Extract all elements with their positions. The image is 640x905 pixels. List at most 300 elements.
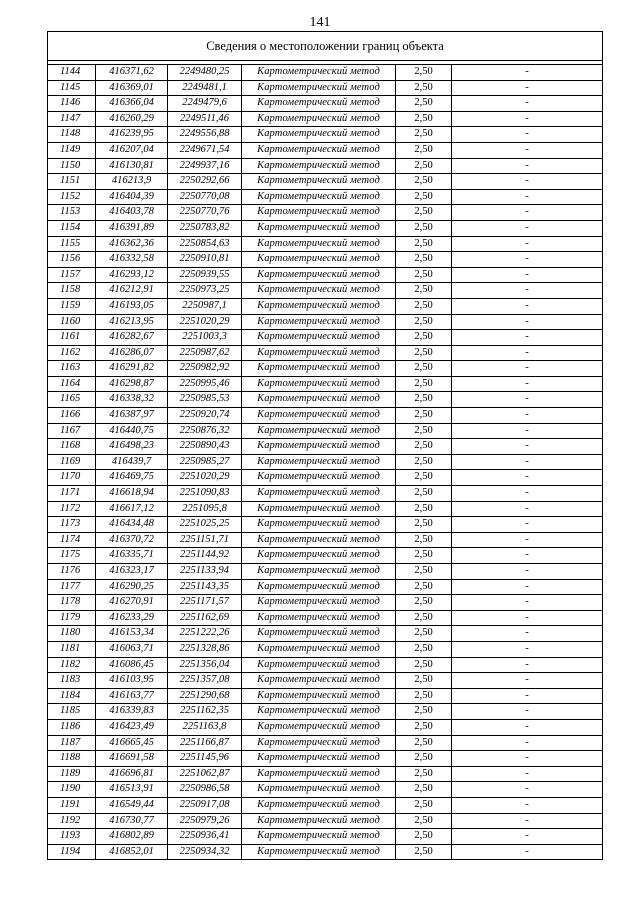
note-cell: - xyxy=(452,392,603,408)
accuracy-cell: 2,50 xyxy=(396,314,452,330)
point-number-cell: 1145 xyxy=(48,80,96,96)
point-number-cell: 1187 xyxy=(48,735,96,751)
y-coordinate-cell: 2250982,92 xyxy=(168,361,242,377)
accuracy-cell: 2,50 xyxy=(396,844,452,860)
note-cell: - xyxy=(452,782,603,798)
table-row xyxy=(48,641,603,657)
point-number-cell: 1163 xyxy=(48,361,96,377)
accuracy-cell: 2,50 xyxy=(396,688,452,704)
accuracy-cell: 2,50 xyxy=(396,142,452,158)
x-coordinate-cell: 416371,62 xyxy=(96,65,168,81)
note-cell: - xyxy=(452,470,603,486)
method-cell: Картометрический метод xyxy=(242,657,396,673)
accuracy-cell: 2,50 xyxy=(396,111,452,127)
x-coordinate-cell: 416286,07 xyxy=(96,345,168,361)
method-cell: Картометрический метод xyxy=(242,330,396,346)
table-row xyxy=(48,376,603,392)
y-coordinate-cell: 2251090,83 xyxy=(168,486,242,502)
y-coordinate-cell: 2251062,87 xyxy=(168,766,242,782)
y-coordinate-cell: 2249511,46 xyxy=(168,111,242,127)
point-number-cell: 1160 xyxy=(48,314,96,330)
y-coordinate-cell: 2250292,66 xyxy=(168,174,242,190)
method-cell: Картометрический метод xyxy=(242,252,396,268)
table-row xyxy=(48,267,603,283)
method-cell: Картометрический метод xyxy=(242,517,396,533)
method-cell: Картометрический метод xyxy=(242,673,396,689)
y-coordinate-cell: 2251290,68 xyxy=(168,688,242,704)
point-number-cell: 1144 xyxy=(48,65,96,81)
note-cell: - xyxy=(452,65,603,81)
table-row xyxy=(48,548,603,564)
accuracy-cell: 2,50 xyxy=(396,626,452,642)
x-coordinate-cell: 416130,81 xyxy=(96,158,168,174)
accuracy-cell: 2,50 xyxy=(396,283,452,299)
method-cell: Картометрический метод xyxy=(242,142,396,158)
accuracy-cell: 2,50 xyxy=(396,96,452,112)
y-coordinate-cell: 2251162,35 xyxy=(168,704,242,720)
x-coordinate-cell: 416282,67 xyxy=(96,330,168,346)
accuracy-cell: 2,50 xyxy=(396,158,452,174)
point-number-cell: 1156 xyxy=(48,252,96,268)
x-coordinate-cell: 416403,78 xyxy=(96,205,168,221)
y-coordinate-cell: 2249556,88 xyxy=(168,127,242,143)
accuracy-cell: 2,50 xyxy=(396,361,452,377)
note-cell: - xyxy=(452,595,603,611)
table-row xyxy=(48,65,603,81)
x-coordinate-cell: 416469,75 xyxy=(96,470,168,486)
note-cell: - xyxy=(452,158,603,174)
point-number-cell: 1164 xyxy=(48,376,96,392)
table-row xyxy=(48,174,603,190)
accuracy-cell: 2,50 xyxy=(396,532,452,548)
x-coordinate-cell: 416665,45 xyxy=(96,735,168,751)
y-coordinate-cell: 2250917,08 xyxy=(168,797,242,813)
point-number-cell: 1152 xyxy=(48,189,96,205)
point-number-cell: 1180 xyxy=(48,626,96,642)
x-coordinate-cell: 416233,29 xyxy=(96,610,168,626)
table-row xyxy=(48,189,603,205)
x-coordinate-cell: 416362,36 xyxy=(96,236,168,252)
note-cell: - xyxy=(452,766,603,782)
x-coordinate-cell: 416207,04 xyxy=(96,142,168,158)
x-coordinate-cell: 416498,23 xyxy=(96,439,168,455)
x-coordinate-cell: 416291,82 xyxy=(96,361,168,377)
accuracy-cell: 2,50 xyxy=(396,376,452,392)
y-coordinate-cell: 2249479,6 xyxy=(168,96,242,112)
point-number-cell: 1168 xyxy=(48,439,96,455)
table-row xyxy=(48,439,603,455)
table-row xyxy=(48,205,603,221)
point-number-cell: 1149 xyxy=(48,142,96,158)
method-cell: Картометрический метод xyxy=(242,704,396,720)
x-coordinate-cell: 416730,77 xyxy=(96,813,168,829)
accuracy-cell: 2,50 xyxy=(396,127,452,143)
note-cell: - xyxy=(452,844,603,860)
method-cell: Картометрический метод xyxy=(242,189,396,205)
method-cell: Картометрический метод xyxy=(242,283,396,299)
x-coordinate-cell: 416696,81 xyxy=(96,766,168,782)
accuracy-cell: 2,50 xyxy=(396,548,452,564)
x-coordinate-cell: 416193,05 xyxy=(96,298,168,314)
point-number-cell: 1178 xyxy=(48,595,96,611)
accuracy-cell: 2,50 xyxy=(396,564,452,580)
note-cell: - xyxy=(452,532,603,548)
method-cell: Картометрический метод xyxy=(242,782,396,798)
point-number-cell: 1171 xyxy=(48,486,96,502)
note-cell: - xyxy=(452,361,603,377)
point-number-cell: 1185 xyxy=(48,704,96,720)
x-coordinate-cell: 416366,04 xyxy=(96,96,168,112)
point-number-cell: 1179 xyxy=(48,610,96,626)
accuracy-cell: 2,50 xyxy=(396,782,452,798)
y-coordinate-cell: 2250995,46 xyxy=(168,376,242,392)
accuracy-cell: 2,50 xyxy=(396,423,452,439)
note-cell: - xyxy=(452,189,603,205)
point-number-cell: 1155 xyxy=(48,236,96,252)
table-row xyxy=(48,626,603,642)
x-coordinate-cell: 416298,87 xyxy=(96,376,168,392)
x-coordinate-cell: 416290,25 xyxy=(96,579,168,595)
method-cell: Картометрический метод xyxy=(242,719,396,735)
method-cell: Картометрический метод xyxy=(242,361,396,377)
table-row xyxy=(48,751,603,767)
boundary-coordinates-table xyxy=(47,31,603,860)
note-cell: - xyxy=(452,517,603,533)
point-number-cell: 1182 xyxy=(48,657,96,673)
y-coordinate-cell: 2250783,82 xyxy=(168,220,242,236)
point-number-cell: 1170 xyxy=(48,470,96,486)
method-cell: Картометрический метод xyxy=(242,65,396,81)
method-cell: Картометрический метод xyxy=(242,408,396,424)
x-coordinate-cell: 416513,91 xyxy=(96,782,168,798)
table-row xyxy=(48,423,603,439)
table-row xyxy=(48,283,603,299)
table-row xyxy=(48,782,603,798)
table-row xyxy=(48,532,603,548)
method-cell: Картометрический метод xyxy=(242,610,396,626)
x-coordinate-cell: 416387,97 xyxy=(96,408,168,424)
y-coordinate-cell: 2250934,32 xyxy=(168,844,242,860)
table-row xyxy=(48,408,603,424)
note-cell: - xyxy=(452,548,603,564)
x-coordinate-cell: 416391,89 xyxy=(96,220,168,236)
note-cell: - xyxy=(452,345,603,361)
x-coordinate-cell: 416260,29 xyxy=(96,111,168,127)
accuracy-cell: 2,50 xyxy=(396,751,452,767)
x-coordinate-cell: 416239,95 xyxy=(96,127,168,143)
point-number-cell: 1183 xyxy=(48,673,96,689)
accuracy-cell: 2,50 xyxy=(396,517,452,533)
x-coordinate-cell: 416434,48 xyxy=(96,517,168,533)
y-coordinate-cell: 2250979,26 xyxy=(168,813,242,829)
method-cell: Картометрический метод xyxy=(242,470,396,486)
x-coordinate-cell: 416323,17 xyxy=(96,564,168,580)
note-cell: - xyxy=(452,657,603,673)
accuracy-cell: 2,50 xyxy=(396,673,452,689)
table-row xyxy=(48,579,603,595)
note-cell: - xyxy=(452,205,603,221)
method-cell: Картометрический метод xyxy=(242,298,396,314)
y-coordinate-cell: 2251145,96 xyxy=(168,751,242,767)
table-title: Сведения о местоположении границ объекта xyxy=(48,32,603,61)
method-cell: Картометрический метод xyxy=(242,220,396,236)
accuracy-cell: 2,50 xyxy=(396,579,452,595)
y-coordinate-cell: 2249481,1 xyxy=(168,80,242,96)
point-number-cell: 1173 xyxy=(48,517,96,533)
method-cell: Картометрический метод xyxy=(242,267,396,283)
point-number-cell: 1159 xyxy=(48,298,96,314)
note-cell: - xyxy=(452,735,603,751)
method-cell: Картометрический метод xyxy=(242,766,396,782)
note-cell: - xyxy=(452,408,603,424)
accuracy-cell: 2,50 xyxy=(396,735,452,751)
table-row xyxy=(48,96,603,112)
accuracy-cell: 2,50 xyxy=(396,65,452,81)
accuracy-cell: 2,50 xyxy=(396,641,452,657)
note-cell: - xyxy=(452,267,603,283)
y-coordinate-cell: 2250985,53 xyxy=(168,392,242,408)
x-coordinate-cell: 416338,32 xyxy=(96,392,168,408)
x-coordinate-cell: 416618,94 xyxy=(96,486,168,502)
x-coordinate-cell: 416369,01 xyxy=(96,80,168,96)
point-number-cell: 1148 xyxy=(48,127,96,143)
note-cell: - xyxy=(452,719,603,735)
note-cell: - xyxy=(452,797,603,813)
y-coordinate-cell: 2249937,16 xyxy=(168,158,242,174)
y-coordinate-cell: 2250854,63 xyxy=(168,236,242,252)
y-coordinate-cell: 2251151,71 xyxy=(168,532,242,548)
x-coordinate-cell: 416163,77 xyxy=(96,688,168,704)
point-number-cell: 1193 xyxy=(48,829,96,845)
method-cell: Картометрический метод xyxy=(242,111,396,127)
y-coordinate-cell: 2251222,26 xyxy=(168,626,242,642)
point-number-cell: 1162 xyxy=(48,345,96,361)
accuracy-cell: 2,50 xyxy=(396,610,452,626)
note-cell: - xyxy=(452,813,603,829)
accuracy-cell: 2,50 xyxy=(396,189,452,205)
accuracy-cell: 2,50 xyxy=(396,439,452,455)
y-coordinate-cell: 2249480,25 xyxy=(168,65,242,81)
accuracy-cell: 2,50 xyxy=(396,267,452,283)
note-cell: - xyxy=(452,704,603,720)
y-coordinate-cell: 2250987,1 xyxy=(168,298,242,314)
x-coordinate-cell: 416213,9 xyxy=(96,174,168,190)
page-number: 141 xyxy=(309,15,331,30)
method-cell: Картометрический метод xyxy=(242,548,396,564)
method-cell: Картометрический метод xyxy=(242,127,396,143)
accuracy-cell: 2,50 xyxy=(396,766,452,782)
note-cell: - xyxy=(452,220,603,236)
note-cell: - xyxy=(452,454,603,470)
y-coordinate-cell: 2250986,58 xyxy=(168,782,242,798)
note-cell: - xyxy=(452,174,603,190)
point-number-cell: 1176 xyxy=(48,564,96,580)
method-cell: Картометрический метод xyxy=(242,439,396,455)
note-cell: - xyxy=(452,641,603,657)
method-cell: Картометрический метод xyxy=(242,735,396,751)
note-cell: - xyxy=(452,673,603,689)
note-cell: - xyxy=(452,252,603,268)
method-cell: Картометрический метод xyxy=(242,797,396,813)
method-cell: Картометрический метод xyxy=(242,501,396,517)
note-cell: - xyxy=(452,579,603,595)
accuracy-cell: 2,50 xyxy=(396,220,452,236)
x-coordinate-cell: 416802,89 xyxy=(96,829,168,845)
x-coordinate-cell: 416617,12 xyxy=(96,501,168,517)
method-cell: Картометрический метод xyxy=(242,486,396,502)
y-coordinate-cell: 2251144,92 xyxy=(168,548,242,564)
x-coordinate-cell: 416404,39 xyxy=(96,189,168,205)
table-row xyxy=(48,236,603,252)
table-row xyxy=(48,220,603,236)
point-number-cell: 1188 xyxy=(48,751,96,767)
accuracy-cell: 2,50 xyxy=(396,205,452,221)
y-coordinate-cell: 2250939,55 xyxy=(168,267,242,283)
method-cell: Картометрический метод xyxy=(242,96,396,112)
point-number-cell: 1174 xyxy=(48,532,96,548)
x-coordinate-cell: 416213,95 xyxy=(96,314,168,330)
point-number-cell: 1147 xyxy=(48,111,96,127)
method-cell: Картометрический метод xyxy=(242,688,396,704)
y-coordinate-cell: 2251171,57 xyxy=(168,595,242,611)
x-coordinate-cell: 416086,45 xyxy=(96,657,168,673)
accuracy-cell: 2,50 xyxy=(396,345,452,361)
note-cell: - xyxy=(452,626,603,642)
point-number-cell: 1190 xyxy=(48,782,96,798)
y-coordinate-cell: 2250910,81 xyxy=(168,252,242,268)
method-cell: Картометрический метод xyxy=(242,532,396,548)
y-coordinate-cell: 2250770,76 xyxy=(168,205,242,221)
table-row xyxy=(48,345,603,361)
point-number-cell: 1184 xyxy=(48,688,96,704)
accuracy-cell: 2,50 xyxy=(396,657,452,673)
y-coordinate-cell: 2251020,29 xyxy=(168,470,242,486)
table-row xyxy=(48,80,603,96)
note-cell: - xyxy=(452,314,603,330)
method-cell: Картометрический метод xyxy=(242,345,396,361)
table-row xyxy=(48,298,603,314)
table-row xyxy=(48,657,603,673)
point-number-cell: 1189 xyxy=(48,766,96,782)
x-coordinate-cell: 416549,44 xyxy=(96,797,168,813)
point-number-cell: 1151 xyxy=(48,174,96,190)
y-coordinate-cell: 2250890,43 xyxy=(168,439,242,455)
accuracy-cell: 2,50 xyxy=(396,719,452,735)
table-row xyxy=(48,517,603,533)
accuracy-cell: 2,50 xyxy=(396,704,452,720)
note-cell: - xyxy=(452,751,603,767)
table-row xyxy=(48,454,603,470)
accuracy-cell: 2,50 xyxy=(396,298,452,314)
y-coordinate-cell: 2251020,29 xyxy=(168,314,242,330)
table-row xyxy=(48,797,603,813)
point-number-cell: 1177 xyxy=(48,579,96,595)
table-row xyxy=(48,142,603,158)
y-coordinate-cell: 2251166,87 xyxy=(168,735,242,751)
x-coordinate-cell: 416691,58 xyxy=(96,751,168,767)
point-number-cell: 1172 xyxy=(48,501,96,517)
y-coordinate-cell: 2250876,32 xyxy=(168,423,242,439)
note-cell: - xyxy=(452,829,603,845)
y-coordinate-cell: 2251003,3 xyxy=(168,330,242,346)
y-coordinate-cell: 2251356,04 xyxy=(168,657,242,673)
table-row xyxy=(48,766,603,782)
accuracy-cell: 2,50 xyxy=(396,595,452,611)
method-cell: Картометрический метод xyxy=(242,314,396,330)
y-coordinate-cell: 2251163,8 xyxy=(168,719,242,735)
note-cell: - xyxy=(452,80,603,96)
y-coordinate-cell: 2251143,35 xyxy=(168,579,242,595)
note-cell: - xyxy=(452,501,603,517)
table-row xyxy=(48,813,603,829)
y-coordinate-cell: 2250770,08 xyxy=(168,189,242,205)
accuracy-cell: 2,50 xyxy=(396,330,452,346)
y-coordinate-cell: 2251357,08 xyxy=(168,673,242,689)
table-row xyxy=(48,829,603,845)
y-coordinate-cell: 2250936,41 xyxy=(168,829,242,845)
method-cell: Картометрический метод xyxy=(242,376,396,392)
point-number-cell: 1181 xyxy=(48,641,96,657)
method-cell: Картометрический метод xyxy=(242,844,396,860)
table-row xyxy=(48,127,603,143)
table-row xyxy=(48,252,603,268)
accuracy-cell: 2,50 xyxy=(396,501,452,517)
method-cell: Картометрический метод xyxy=(242,751,396,767)
point-number-cell: 1191 xyxy=(48,797,96,813)
table-row xyxy=(48,595,603,611)
point-number-cell: 1158 xyxy=(48,283,96,299)
method-cell: Картометрический метод xyxy=(242,626,396,642)
table-row xyxy=(48,704,603,720)
y-coordinate-cell: 2251328,86 xyxy=(168,641,242,657)
method-cell: Картометрический метод xyxy=(242,829,396,845)
x-coordinate-cell: 416332,58 xyxy=(96,252,168,268)
method-cell: Картометрический метод xyxy=(242,174,396,190)
table-title-row xyxy=(48,32,603,61)
accuracy-cell: 2,50 xyxy=(396,454,452,470)
point-number-cell: 1161 xyxy=(48,330,96,346)
note-cell: - xyxy=(452,96,603,112)
point-number-cell: 1157 xyxy=(48,267,96,283)
accuracy-cell: 2,50 xyxy=(396,829,452,845)
x-coordinate-cell: 416063,71 xyxy=(96,641,168,657)
x-coordinate-cell: 416335,71 xyxy=(96,548,168,564)
note-cell: - xyxy=(452,298,603,314)
x-coordinate-cell: 416103,95 xyxy=(96,673,168,689)
table-row xyxy=(48,470,603,486)
x-coordinate-cell: 416153,34 xyxy=(96,626,168,642)
method-cell: Картометрический метод xyxy=(242,80,396,96)
note-cell: - xyxy=(452,111,603,127)
accuracy-cell: 2,50 xyxy=(396,174,452,190)
note-cell: - xyxy=(452,127,603,143)
method-cell: Картометрический метод xyxy=(242,641,396,657)
note-cell: - xyxy=(452,564,603,580)
table-row xyxy=(48,330,603,346)
accuracy-cell: 2,50 xyxy=(396,470,452,486)
table-row xyxy=(48,719,603,735)
y-coordinate-cell: 2251133,94 xyxy=(168,564,242,580)
method-cell: Картометрический метод xyxy=(242,158,396,174)
accuracy-cell: 2,50 xyxy=(396,252,452,268)
method-cell: Картометрический метод xyxy=(242,579,396,595)
method-cell: Картометрический метод xyxy=(242,813,396,829)
table-row xyxy=(48,314,603,330)
method-cell: Картометрический метод xyxy=(242,205,396,221)
x-coordinate-cell: 416439,7 xyxy=(96,454,168,470)
point-number-cell: 1169 xyxy=(48,454,96,470)
note-cell: - xyxy=(452,610,603,626)
